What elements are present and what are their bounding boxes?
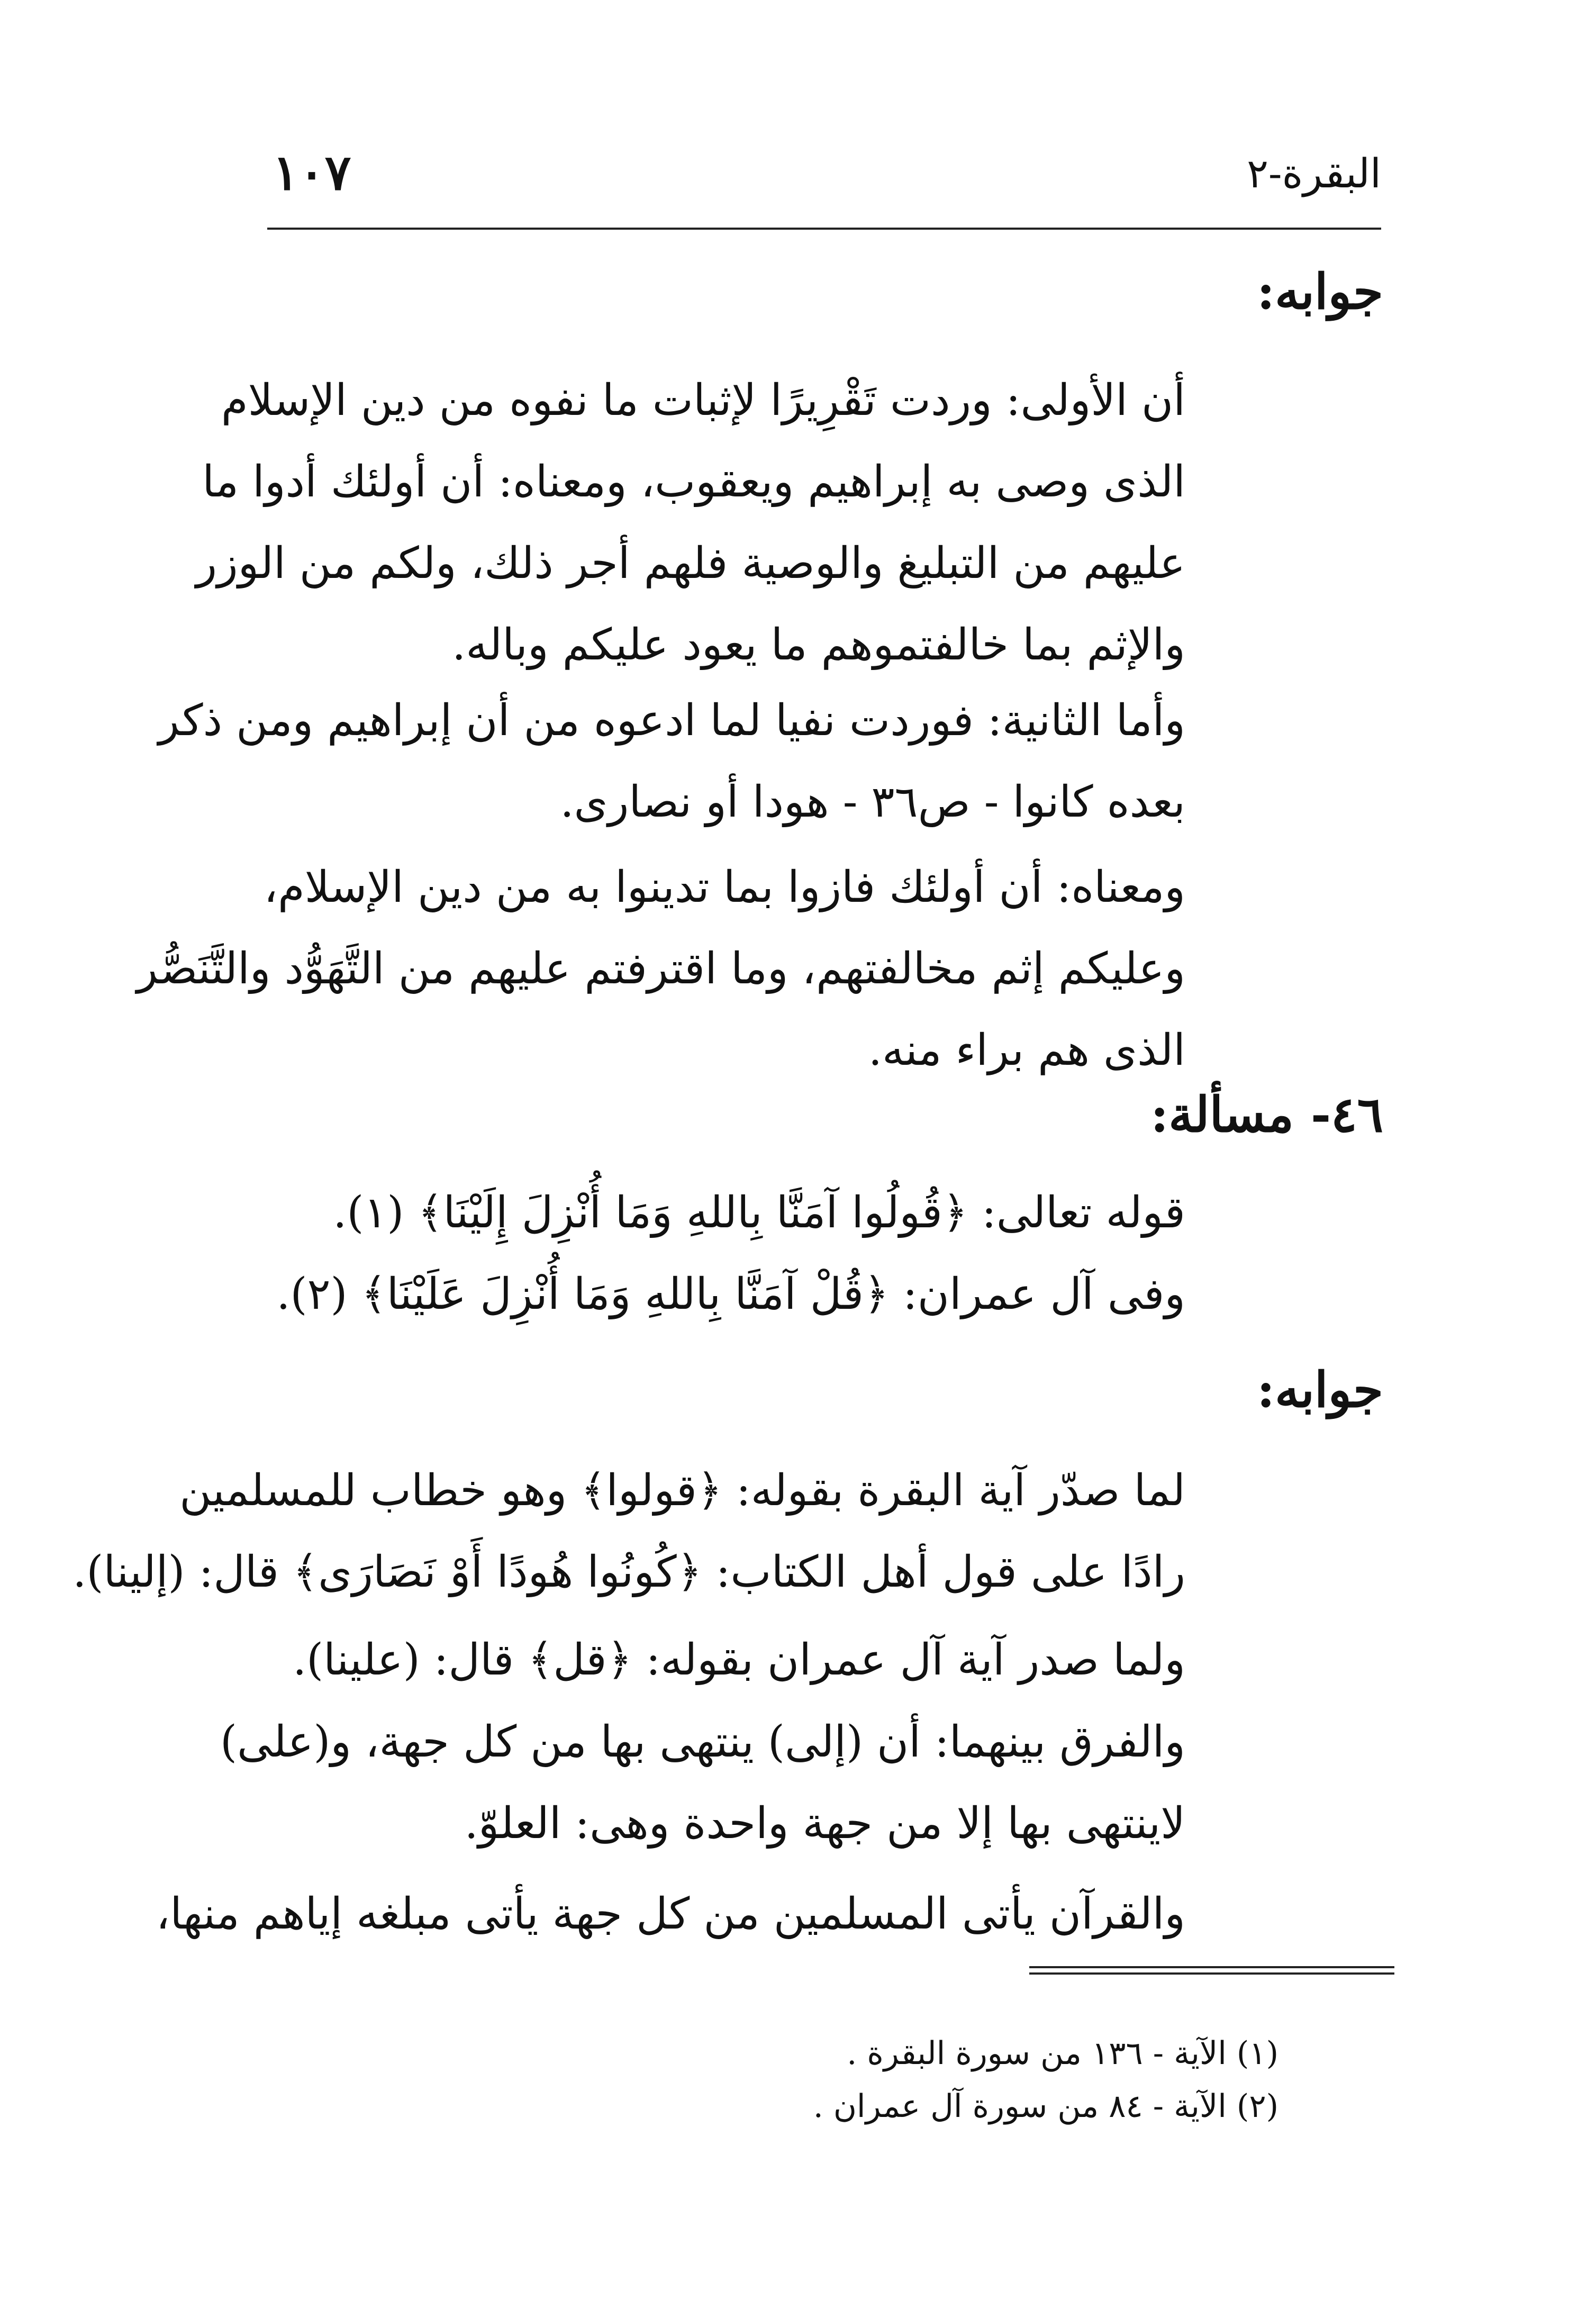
footnote-rule bbox=[1029, 1966, 1394, 1968]
text-line: والفرق بينهما: أن (إلى) ينتهى بها من كل جهة، و(على) bbox=[220, 1717, 1185, 1767]
header-rule bbox=[267, 228, 1381, 230]
verse-line: وفى آل عمران: ﴿قُلْ آمَنَّا بِاللهِ وَمَا أُنْزِلَ عَلَيْنَا﴾ (٢). bbox=[276, 1269, 1185, 1319]
answer2-paragraph-1 bbox=[72, 1450, 1185, 1613]
answer1-paragraph-3 bbox=[137, 847, 1185, 1091]
answer2-paragraph-4 bbox=[156, 1873, 1185, 1955]
text-line: الذى وصى به إبراهيم ويعقوب، ومعناه: أن أولئك أدوا ما bbox=[202, 457, 1185, 507]
text-line: رادًا على قول أهل الكتاب: ﴿كُونُوا هُودًا أَوْ نَصَارَى﴾ قال: (إلينا). bbox=[72, 1547, 1185, 1597]
text-line: وعليكم إثم مخالفتهم، وما اقترفتم عليهم من التَّهَوُّد والتَّنَصُّر bbox=[137, 944, 1185, 994]
text-line: لاينتهى بها إلا من جهة واحدة وهى: العلوّ. bbox=[464, 1798, 1185, 1849]
text-line: الذى هم براء منه. bbox=[868, 1025, 1185, 1075]
footnotes bbox=[643, 2027, 1278, 2133]
footnote-rule bbox=[1029, 1972, 1394, 1975]
footnote: (١) الآية - ١٣٦ من سورة البقرة . bbox=[847, 2035, 1278, 2072]
text-line: ولما صدر آية آل عمران بقوله: ﴿قل﴾ قال: (علينا). bbox=[293, 1635, 1185, 1685]
answer1-paragraph-1 bbox=[196, 360, 1185, 686]
page-header bbox=[267, 144, 1381, 233]
text-line: ومعناه: أن أولئك فازوا بما تدينوا به من دين الإسلام، bbox=[264, 862, 1185, 912]
text-line: لما صدّر آية البقرة بقوله: ﴿قولوا﴾ وهو خطاب للمسلمين bbox=[179, 1465, 1185, 1516]
footnote: (٢) الآية - ٨٤ من سورة آل عمران . bbox=[813, 2088, 1278, 2125]
answer-heading: جوابه: bbox=[1257, 263, 1383, 320]
answer2-paragraph-3 bbox=[220, 1701, 1185, 1865]
question-heading: ٤٦- مسألة: bbox=[1150, 1086, 1383, 1143]
question-verses bbox=[267, 1172, 1185, 1335]
answer2-paragraph-2 bbox=[267, 1619, 1185, 1701]
answer1-paragraph-2 bbox=[158, 680, 1185, 843]
text-line: والإثم بما خالفتموهم ما يعود عليكم وباله. bbox=[452, 620, 1185, 670]
text-line: بعده كانوا - ص٣٦ - هودا أو نصارى. bbox=[560, 777, 1185, 827]
answer-heading: جوابه: bbox=[1257, 1361, 1383, 1418]
text-line: أن الأولى: وردت تَقْرِيرًا لإثبات ما نفوه من دين الإسلام bbox=[221, 375, 1185, 426]
page-number: ١٠٧ bbox=[273, 144, 351, 201]
verse-line: قوله تعالى: ﴿قُولُوا آمَنَّا بِاللهِ وَمَا أُنْزِلَ إِلَيْنَا﴾ (١). bbox=[333, 1188, 1185, 1238]
text-line: والقرآن يأتى المسلمين من كل جهة يأتى مبلغه إياهم منها، bbox=[156, 1889, 1185, 1939]
text-line: عليهم من التبليغ والوصية فلهم أجر ذلك، ولكم من الوزر bbox=[196, 538, 1185, 589]
text-line: وأما الثانية: فوردت نفيا لما ادعوه من أن إبراهيم ومن ذكر bbox=[158, 695, 1185, 746]
running-title: البقرة-٢ bbox=[1247, 150, 1381, 197]
